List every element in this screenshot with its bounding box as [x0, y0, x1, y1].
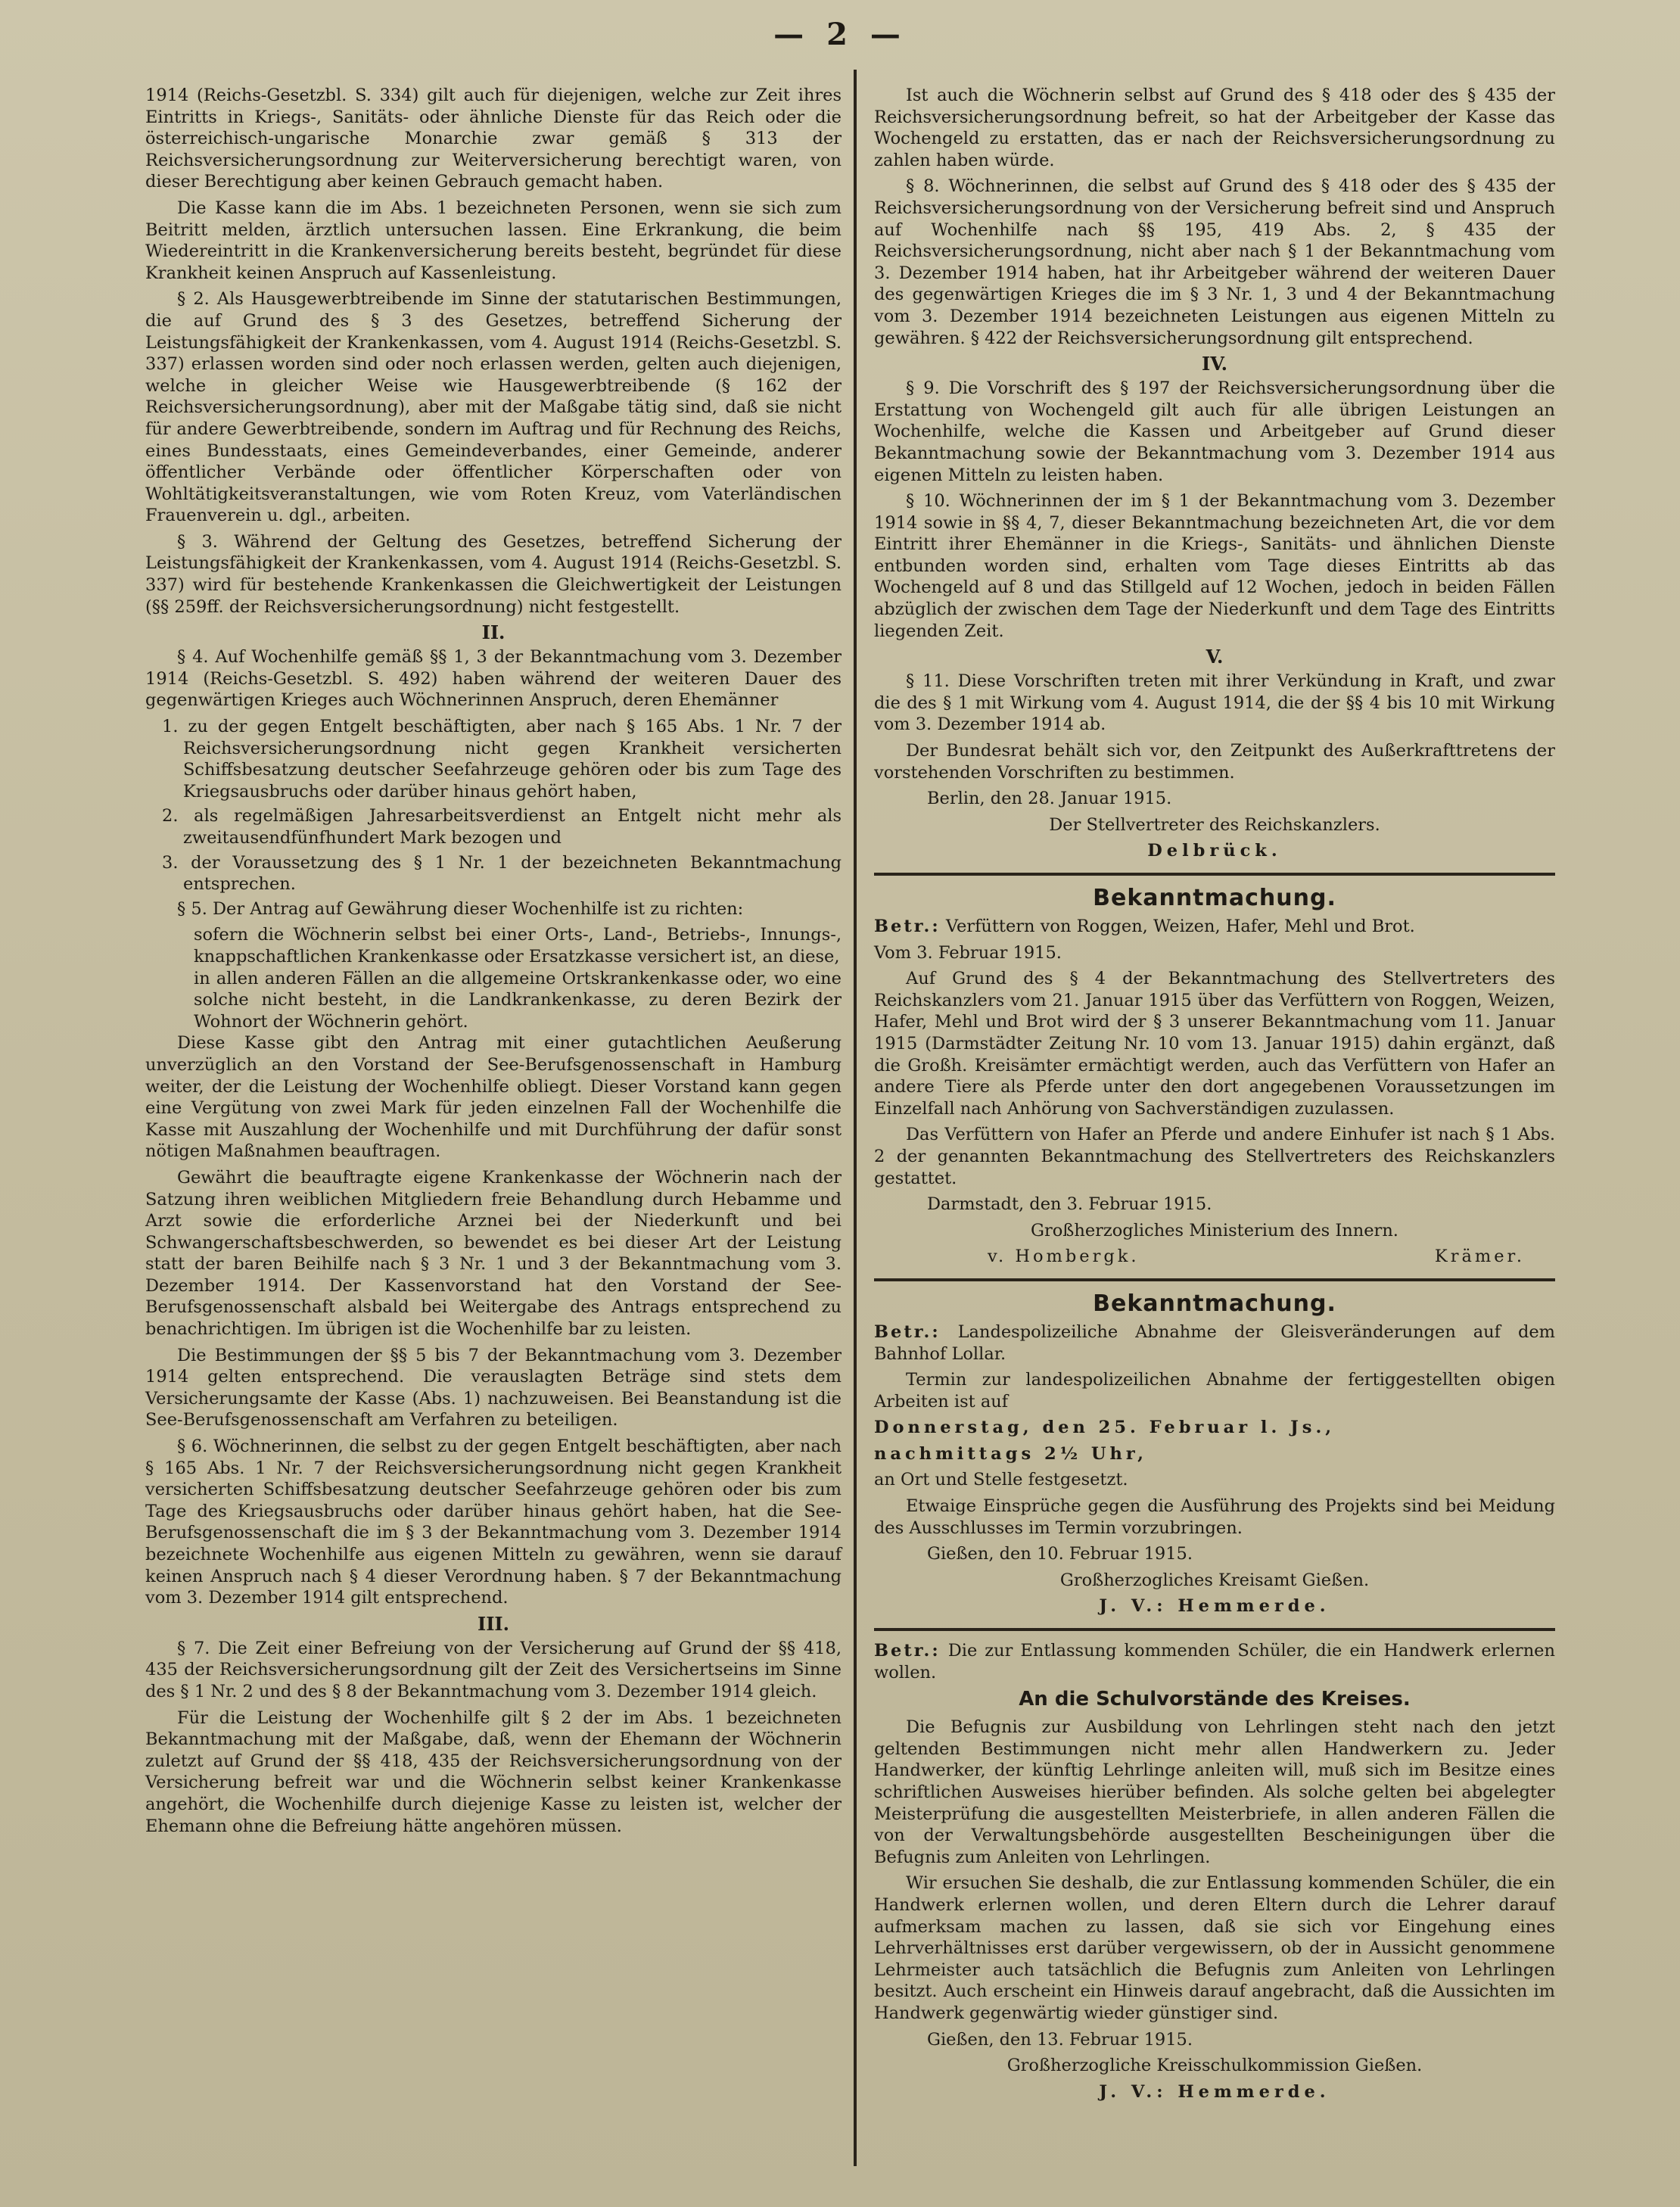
enumerated-list	[145, 716, 842, 895]
clause: sofern die Wöchnerin selbst bei einer Orts-, Land-, Betriebs-, Innungs-, knappschaftlichen Krankenkasse oder Ersatzkasse versichert ist, an diese,	[194, 925, 842, 967]
signature-name: J. V.: Hemmerde.	[1099, 1596, 1330, 1617]
clause: in allen anderen Fällen an die allgemeine Ortskrankenkasse oder, wo eine solche nicht besteht, in die Landkrankenkasse, zu deren Bezirk der Wohnort der Wöchnerin gehört.	[194, 968, 842, 1032]
appointment-time: nachmittags 2½ Uhr,	[874, 1443, 1147, 1464]
paragraph: § 5. Der Antrag auf Gewährung dieser Wochenhilfe ist zu richten:	[177, 898, 744, 919]
subject-text: Die zur Entlassung kommenden Schüler, die ein Handwerk erlernen wollen.	[874, 1641, 1555, 1682]
indented-clauses	[145, 924, 842, 1032]
paragraph: § 3. Während der Geltung des Gesetzes, betreffend Sicherung der Leistungsfähigkeit der Krankenkassen, vom 4. August 1914 (Reichs-Gesetzbl. S. 337) wird für bestehende Krankenkassen die Gleichwertigkeit der Leistungen (§§ 259ff. der Reichsversicherungsordnung) nicht festgestellt.	[145, 531, 842, 617]
paragraph: Die Befugnis zur Ausbildung von Lehrlingen steht nach den jetzt geltenden Bestimmungen nicht mehr allen Handwerkern zu. Jeder Handwerker, der künftig Lehrlinge anleiten will, muß sich im Besitze eines schriftlichen Ausweises hierüber befinden. Als solche gelten bei abgelegter Meisterprüfung die ausgestellten Meisterbriefe, in allen anderen Fällen die von der Verwaltungsbehörde ausgestellten Bescheinigungen über die Befugnis zum Anleiten von Lehrlingen.	[874, 1717, 1555, 1867]
paragraph: an Ort und Stelle festgesetzt.	[874, 1470, 1128, 1490]
appointment-date: Donnerstag, den 25. Februar l. Js.,	[874, 1418, 1336, 1438]
paragraph: Etwaige Einsprüche gegen die Ausführung des Projekts sind bei Meidung des Ausschlusses im Termin vorzubringen.	[874, 1496, 1555, 1538]
notice-headline: Bekanntmachung.	[1093, 1290, 1336, 1317]
signature-place-date: Darmstadt, den 3. Februar 1915.	[927, 1194, 1212, 1215]
section-heading: II.	[481, 621, 506, 644]
paragraph: Die Kasse kann die im Abs. 1 bezeichneten Personen, wenn sie sich zum Beitritt melden, ärztlich untersuchen lassen. Eine Erkrankung, die beim Wiedereintritt in die Krankenversicherung bereits besteht, begründet für diese Krankheit keinen Anspruch auf Kassenleistung.	[145, 198, 842, 283]
paragraph: § 2. Als Hausgewerbtreibende im Sinne der statutarischen Bestimmungen, die auf Grund des § 3 des Gesetzes, betreffend Sicherung der Leistungsfähigkeit der Krankenkassen, vom 4. August 1914 (Reichs-Gesetzbl. S. 337) erlassen worden sind oder noch erlassen werden, gelten auch diejenigen, welche in gleicher Weise wie Hausgewerbtreibende (§ 162 der Reichsversicherungsordnung), aber mit der Maßgabe tätig sind, daß sie nicht für andere Gewerbtreibende, sondern im Auftrag und für Rechnung des Reichs, eines Bundesstaats, eines Gemeindeverbandes, einer Gemeinde, anderer öffentlicher Verbände oder öffentlicher Körperschaften oder von Wohltätigkeitsveranstaltungen, wie vom Roten Kreuz, vom Vaterländischen Frauenverein u. dgl., arbeiten.	[145, 289, 842, 526]
subject-label: Betr.:	[874, 1321, 941, 1342]
list-item: 2. als regelmäßigen Jahresarbeitsverdienst an Entgelt nicht mehr als zweitausendfünfhundert Mark bezogen und	[162, 806, 842, 848]
signature-place-date: Gießen, den 10. Februar 1915.	[927, 1544, 1193, 1564]
paragraph: Das Verfüttern von Hafer an Pferde und andere Einhufer ist nach § 1 Abs. 2 der genannten Bekanntmachung des Stellvertreters des Reichskanzlers gestattet.	[874, 1125, 1555, 1188]
notice-addressee: An die Schulvorstände des Kreises.	[1019, 1688, 1411, 1711]
notice-feed-ban	[874, 885, 1555, 1268]
page-number: — 2 —	[773, 17, 907, 52]
paragraph: Die Bestimmungen der §§ 5 bis 7 der Bekanntmachung vom 3. Dezember 1914 gelten entsprechend. Die verauslagten Beträge sind stets dem Versicherungsamte der Kasse (Abs. 1) nachzuweisen. Bei Beanstandung ist die See-Berufsgenossenschaft am Verfahren zu beteiligen.	[145, 1345, 842, 1430]
signature-issuer: Großherzogliche Kreisschulkommission Gießen.	[1006, 2056, 1423, 2076]
subject-label: Betr.:	[874, 1641, 941, 1661]
divider-rule	[874, 1628, 1555, 1631]
paragraph: § 8. Wöchnerinnen, die selbst auf Grund des § 418 oder des § 435 der Reichsversicherungsordnung von der Versicherung befreit sind und Anspruch auf Wochenhilfe nach §§ 195, 419 Abs. 2, § 435 der Reichsversicherungsordnung, nicht aber nach § 1 der Bekanntmachung vom 3. Dezember 1914 haben, hat ihr Arbeitgeber während der weiteren Dauer des gegenwärtigen Krieges die im § 3 Nr. 1, 3 und 4 der Bekanntmachung vom 3. Dezember 1914 bezeichneten Leistungen aus eigenen Mitteln zu gewähren. § 422 der Reichsversicherungsordnung gilt entsprechend.	[874, 176, 1555, 348]
paragraph: Für die Leistung der Wochenhilfe gilt § 2 der im Abs. 1 bezeichneten Bekanntmachung mit der Maßgabe, daß, wenn der Ehemann der Wöchnerin zuletzt auf Grund der §§ 418, 435 der Reichsversicherungsordnung von der Versicherung befreit war und die Wöchnerin selbst keiner Krankenkasse angehört, die Wochenhilfe durch diejenige Kasse zu leisten ist, welcher der Ehemann ohne die Befreiung hätte angehören müssen.	[145, 1707, 842, 1836]
paragraph: § 4. Auf Wochenhilfe gemäß §§ 1, 3 der Bekanntmachung vom 3. Dezember 1914 (Reichs-Gesetzbl. S. 492) haben während der weiteren Dauer des gegenwärtigen Krieges auch Wöchnerinnen Anspruch, deren Ehemänner	[145, 647, 842, 711]
notice-subject	[874, 916, 1555, 938]
paragraph: Wir ersuchen Sie deshalb, die zur Entlassung kommenden Schüler, die ein Handwerk erlernen wollen, und deren Eltern durch die Lehrer darauf aufmerksam machen zu lassen, daß sie sich vor Eingehung eines Lehrverhältnisses erst darüber vergewissern, ob der in Aussicht genommene Lehrmeister auch tatsächlich die Befugnis zum Anleiten von Lehrlingen besitzt. Auch erscheint ein Hinweis darauf angebracht, daß die Aussichten im Handwerk gegenwärtig wieder günstiger sind.	[874, 1873, 1555, 2023]
list-item: 1. zu der gegen Entgelt beschäftigten, aber nach § 165 Abs. 1 Nr. 7 der Reichsversicherungsordnung nicht gegen Krankheit versicherten Schiffsbesatzung deutscher Seefahrzeuge gehören oder bis zum Tage des Kriegsausbruchs oder darüber hinaus gehört haben,	[162, 717, 842, 802]
paragraph: Termin zur landespolizeilichen Abnahme der fertiggestellten obigen Arbeiten ist auf	[874, 1370, 1555, 1412]
signature-place-date: Berlin, den 28. Januar 1915.	[927, 789, 1172, 809]
notice-apprentices	[874, 1640, 1555, 2103]
signature-name: J. V.: Hemmerde.	[1099, 2081, 1330, 2102]
paragraph: § 6. Wöchnerinnen, die selbst zu der gegen Entgelt beschäftigten, aber nach § 165 Abs. 1 Nr. 7 der Reichsversicherungsordnung nicht gegen Krankheit versicherten Schiffsbesatzung deutscher Seefahrzeuge gehören oder bis zum Tage des Kriegsausbruchs oder darüber hinaus gehört haben, hat die See-Berufsgenossenschaft die im § 3 der Bekanntmachung vom 3. Dezember 1914 bezeichnete Wochenhilfe aus eigenen Mitteln zu gewähren, wenn sie darauf keinen Anspruch nach § 4 dieser Verordnung haben. § 7 der Bekanntmachung vom 3. Dezember 1914 gilt entsprechend.	[145, 1437, 842, 1608]
paragraph: Ist auch die Wöchnerin selbst auf Grund des § 418 oder des § 435 der Reichsversicherungsordnung befreit, so hat der Arbeitgeber der Kasse das Wochengeld zu erstatten, das er nach der Reichsversicherungsordnung zu zahlen haben würde.	[874, 86, 1555, 170]
divider-rule	[874, 1278, 1555, 1281]
notice-date: Vom 3. Februar 1915.	[874, 942, 1062, 963]
signature-names	[874, 1246, 1555, 1268]
notice-headline: Bekanntmachung.	[1093, 885, 1336, 911]
paragraph: Der Bundesrat behält sich vor, den Zeitpunkt des Außerkrafttretens der vorstehenden Vorschriften zu bestimmen.	[874, 741, 1555, 783]
divider-rule	[874, 873, 1555, 876]
paragraph: Gewährt die beauftragte eigene Krankenkasse der Wöchnerin nach der Satzung ihren weiblichen Mitgliedern freie Behandlung durch Hebamme und Arzt sowie die erforderliche Arznei bei der Niederkunft und bei Schwangerschaftsbeschwerden, so bewendet es bei dieser Art der Leistung statt der baren Beihilfe nach § 3 Nr. 1 und 3 der Bekanntmachung vom 3. Dezember 1914. Der Kassenvorstand hat den Vorstand der See-Berufsgenossenschaft alsbald bei Weitergabe des Antrags entsprechend zu benachrichtigen. Im übrigen ist die Wochenhilfe bar zu leisten.	[145, 1167, 842, 1340]
signature-place-date: Gießen, den 13. Februar 1915.	[927, 2029, 1193, 2050]
section-heading: IV.	[1201, 353, 1227, 375]
paragraph: Diese Kasse gibt den Antrag mit einer gutachtlichen Aeußerung unverzüglich an den Vorstand der See-Berufsgenossenschaft in Hamburg weiter, der die Leistung der Wochenhilfe obliegt. Dieser Vorstand kann gegen eine Vergütung von zwei Mark für jeden einzelnen Fall der Wochenhilfe die Kasse mit Auszahlung der Wochenhilfe und mit Durchführung der dafür sonst nötigen Maßnahmen beauftragen.	[145, 1033, 842, 1162]
right-column	[874, 85, 1555, 2181]
signature-name: Krämer.	[1434, 1247, 1525, 1267]
left-column	[145, 85, 842, 2174]
subject-label: Betr.:	[874, 917, 941, 936]
paragraph: § 10. Wöchnerinnen der im § 1 der Bekanntmachung vom 3. Dezember 1914 sowie in §§ 4, 7, dieser Bekanntmachung bezeichneten Art, die vor dem Eintritt ihrer Ehemänner in die Kriegs-, Sanitäts- und ähnlichen Dienste entbunden worden sind, erhalten vom Tage dieses Eintritts ab das Wochengeld auf 8 und das Stillgeld auf 12 Wochen, jedoch in beiden Fällen abzüglich der zwischen dem Tage der Niederkunft und dem Tage des Eintritts liegenden Zeit.	[874, 491, 1555, 641]
signature-name: v. Hombergk.	[988, 1247, 1140, 1267]
subject-text: Verfüttern von Roggen, Weizen, Hafer, Mehl und Brot.	[945, 917, 1415, 936]
signature-issuer: Großherzogliches Ministerium des Innern.	[1031, 1220, 1398, 1240]
notice-subject	[874, 1321, 1555, 1365]
notice-track-inspection	[874, 1290, 1555, 1617]
list-item: 3. der Voraussetzung des § 1 Nr. 1 der bezeichneten Bekanntmachung entsprechen.	[162, 852, 842, 895]
signature-name: Delbrück.	[1147, 841, 1282, 861]
notice-subject	[874, 1640, 1555, 1683]
signature-issuer: Großherzogliches Kreisamt Gießen.	[1059, 1570, 1370, 1590]
section-heading: III.	[477, 1612, 510, 1635]
paragraph: § 11. Diese Vorschriften treten mit ihrer Verkündung in Kraft, und zwar die des § 1 mit Wirkung vom 4. August 1914, die der §§ 4 bis 10 mit Wirkung vom 3. Dezember 1914 ab.	[874, 671, 1555, 735]
paragraph: Auf Grund des § 4 der Bekanntmachung des Stellvertreters des Reichskanzlers vom 21. Januar 1915 über das Verfüttern von Roggen, Weizen, Hafer, Mehl und Brot wird der § 3 unserer Bekanntmachung vom 11. Januar 1915 (Darmstädter Zeitung Nr. 10 vom 13. Januar 1915) dahin ergänzt, daß die Großh. Kreisämter ermächtigt werden, auch das Verfüttern von Hafer an andere Tiere als Pferde unter den dort angegebenen Voraussetzungen im Einzelfall nach Anhörung von Sachverständigen zuzulassen.	[874, 969, 1555, 1119]
subject-text: Landespolizeiliche Abnahme der Gleisveränderungen auf dem Bahnhof Lollar.	[874, 1321, 1556, 1364]
paragraph: § 9. Die Vorschrift des § 197 der Reichsversicherungsordnung über die Erstattung von Wochengeld gilt auch für alle übrigen Leistungen an Wochenhilfe, welche die Kassen und Arbeitgeber auf Grund dieser Bekanntmachung sowie der Bekanntmachung vom 3. Dezember 1914 aus eigenen Mitteln zu leisten haben.	[874, 378, 1555, 485]
column-divider	[854, 70, 857, 2166]
signature-issuer: Der Stellvertreter des Reichskanzlers.	[1049, 814, 1380, 835]
paragraph: § 7. Die Zeit einer Befreiung von der Versicherung auf Grund der §§ 418, 435 der Reichsversicherungsordnung gilt der Zeit des Versichertseins im Sinne des § 1 Nr. 2 und des § 8 der Bekanntmachung vom 3. Dezember 1914 gleich.	[145, 1638, 842, 1701]
section-heading: V.	[1206, 646, 1224, 668]
paragraph: 1914 (Reichs-Gesetzbl. S. 334) gilt auch für diejenigen, welche zur Zeit ihres Eintritts in Kriegs-, Sanitäts- oder ähnliche Dienste für das Reich oder die österreichisch-ungarische Monarchie zwar gemäß § 313 der Reichsversicherungsordnung zur Weiterversicherung berechtigt waren, von dieser Berechtigung aber keinen Gebrauch gemacht haben.	[145, 86, 842, 192]
